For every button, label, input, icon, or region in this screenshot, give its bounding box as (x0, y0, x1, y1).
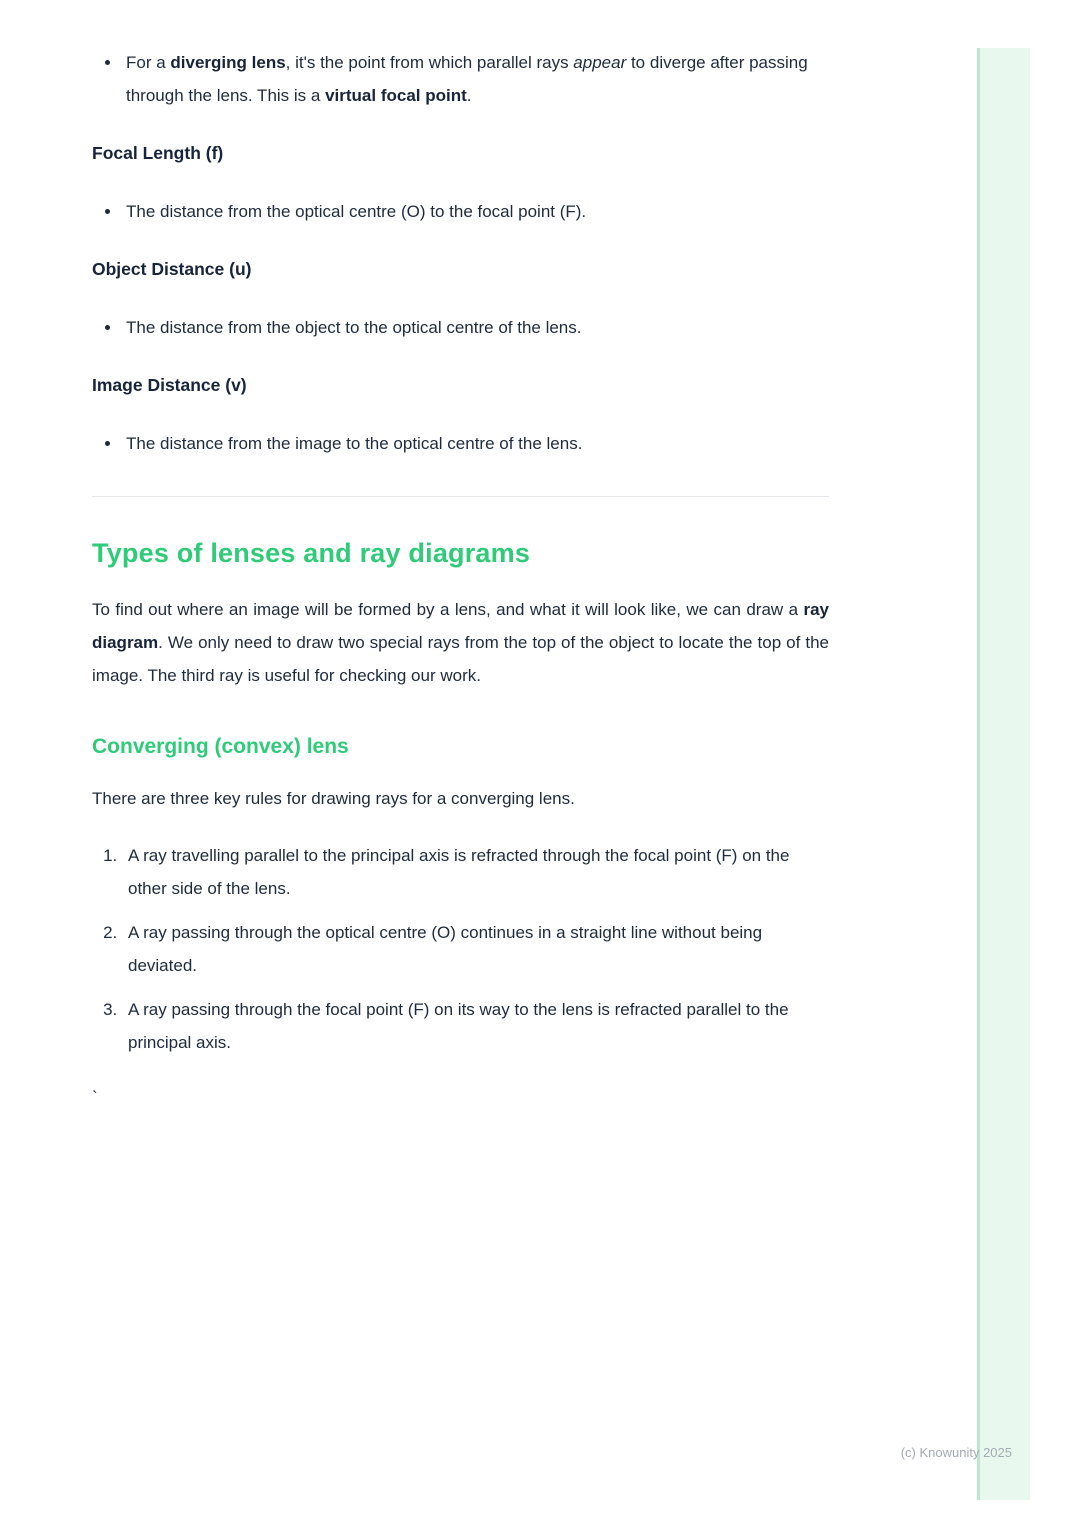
definition-desc-object-distance: • The distance from the object to the optical centre of the lens. (122, 311, 829, 344)
intro-bold-ray-diagram: ray diagram (92, 600, 829, 652)
section-divider (92, 496, 829, 497)
lead-bold-diverging-lens: diverging lens (170, 53, 286, 72)
lead-bullet-list (92, 46, 829, 112)
definition-term-object-distance: Object Distance (u) (92, 259, 252, 279)
definition-desc-focal-length: • The distance from the optical centre (O) to the focal point (F). (122, 195, 829, 228)
lead-text-1: For a (126, 53, 171, 72)
lead-text-4: . (466, 86, 472, 105)
rule-item-2: 2. A ray passing through the optical centre (O) continues in a straight line without being deviated. (122, 916, 829, 982)
document-content (92, 46, 829, 1114)
rule-item-1: 1. A ray travelling parallel to the principal axis is refracted through the focal point (F) on the other side of the lens. (122, 839, 829, 905)
definition-list-focal-length (92, 195, 829, 228)
definition-list-image-distance (92, 427, 829, 460)
intro-text-2: . We only need to draw two special rays from the top of the object to locate the top of the image. The third ray is useful for checking our work. (92, 633, 829, 685)
rule-item-3: 3. A ray passing through the focal point (F) on its way to the lens is refracted parallel to the principal axis. (122, 993, 829, 1059)
lead-bold-virtual-focal-point: virtual focal point (325, 86, 467, 105)
definition-desc-image-distance: • The distance from the image to the optical centre of the lens. (122, 427, 829, 460)
definition-list-object-distance (92, 311, 829, 344)
stray-backtick: ` (92, 1088, 98, 1107)
page-margin-strip (977, 48, 1030, 1500)
section-title: Types of lenses and ray diagrams (92, 538, 531, 568)
intro-text-1: To find out where an image will be formed by a lens, and what it will look like, we can draw a (92, 600, 804, 619)
subsection-title: Converging (convex) lens (92, 735, 349, 758)
section-intro-paragraph (92, 593, 829, 692)
lead-text-2: , it's the point from which parallel rays (285, 53, 574, 72)
subsection-intro: There are three key rules for drawing rays for a converging lens. (92, 789, 575, 808)
definition-term-focal-length: Focal Length (f) (92, 143, 224, 163)
lead-bullet (122, 46, 829, 112)
definition-term-image-distance: Image Distance (v) (92, 375, 247, 395)
converging-lens-rules (92, 839, 829, 1059)
copyright-footer: (c) Knowunity 2025 (900, 1445, 1012, 1460)
lead-text-3: to diverge after passing through the lens. This is a (126, 53, 808, 105)
lead-italic-appear: appear (573, 53, 627, 72)
